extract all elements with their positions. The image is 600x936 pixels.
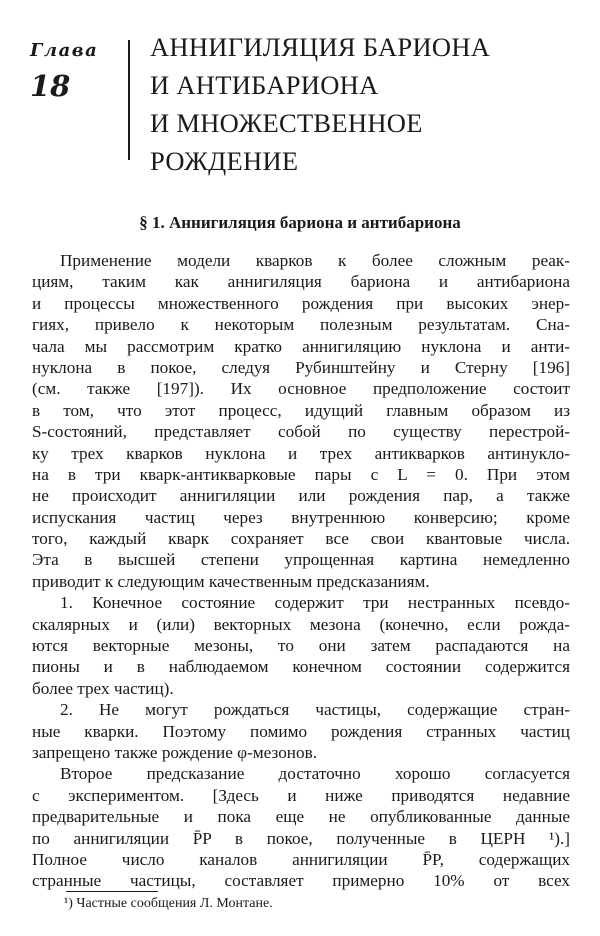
text-line: с экспериментом. [Здесь и ниже приводятся недавние [32,785,570,805]
text-line: пионы и в наблюдаемом конечном состоянии содержится [32,657,570,677]
text-line: 1. Конечное состояние содержит три нестранных псевдо- [60,593,570,613]
text-line: ку трех кварков нуклона и трех антикварков антинукло- [32,443,570,463]
text-line: скалярных и (или) векторных мезона (конечно, если рожда- [32,614,570,634]
footnote-divider [66,891,158,892]
chapter-title-line: РОЖДЕНИЕ [150,146,299,176]
text-line: ные кварки. Поэтому помимо рождения странных частиц [32,721,570,741]
chapter-word: Глава [30,40,99,61]
text-line: S-состояний, представляет собой по существу перестрой- [32,422,570,442]
footnote: ¹) Частные сообщения Л. Монтане. [64,896,273,911]
body-text [32,250,570,892]
text-line: нуклона в покое, следуя Рубинштейну и Стерну [196] [32,357,570,377]
text-line: предварительные и пока еще не опубликованные данные [32,807,570,827]
section-heading: § 1. Аннигиляция бариона и антибариона [139,213,461,232]
text-line: того, каждый кварк сохраняет все свои квантовые числа. [32,529,570,549]
text-line: чала мы рассмотрим кратко аннигиляцию нуклона и анти- [32,336,570,356]
text-line: на в три кварк-антикварковые пары с L = 0. При этом [32,464,570,484]
text-line: циям, таким как аннигиляция бариона и антибариона [32,272,570,292]
chapter-title [150,28,570,180]
text-line: по аннигиляции P̄P в покое, полученные в ЦЕРН ¹).] [32,828,570,848]
text-line: приводит к следующим качественным предсказаниям. [32,571,430,591]
text-line: 2. Не могут рождаться частицы, содержащие стран- [60,700,570,720]
text-line: гиях, привело к некоторым полезным результатам. Сна- [32,315,570,335]
text-line: Эта в высшей степени упрощенная картина немедленно [32,550,570,570]
text-line: испускания частиц через внутреннюю конверсию; кроме [32,507,570,527]
chapter-title-line: И АНТИБАРИОНА [150,70,379,100]
text-line: и процессы множественного рождения при высоких энер- [32,293,570,313]
text-line: Применение модели кварков к более сложным реак- [60,251,570,270]
text-line: (см. также [197]). Их основное предположение состоит [32,379,570,399]
text-line: странные частицы, составляет примерно 10% от всех [32,871,570,891]
text-line: более трех частиц). [32,678,174,698]
text-line: Второе предсказание достаточно хорошо согласуется [60,764,570,784]
text-line: не происходит аннигиляции или рождения пар, а также [32,486,570,506]
text-line: запрещено также рождение φ-мезонов. [32,742,318,762]
text-line: Полное число каналов аннигиляции P̄P, содержащих [32,849,570,869]
chapter-title-line: И МНОЖЕСТВЕННОЕ [150,108,423,138]
chapter-label [30,40,110,104]
chapter-divider [128,40,130,160]
text-line: ются векторные мезоны, то они затем распадаются на [32,636,570,656]
chapter-number: 18 [30,69,71,103]
chapter-title-line: АННИГИЛЯЦИЯ БАРИОНА [150,32,491,62]
text-line: в том, что этот процесс, идущий главным образом из [32,400,570,420]
